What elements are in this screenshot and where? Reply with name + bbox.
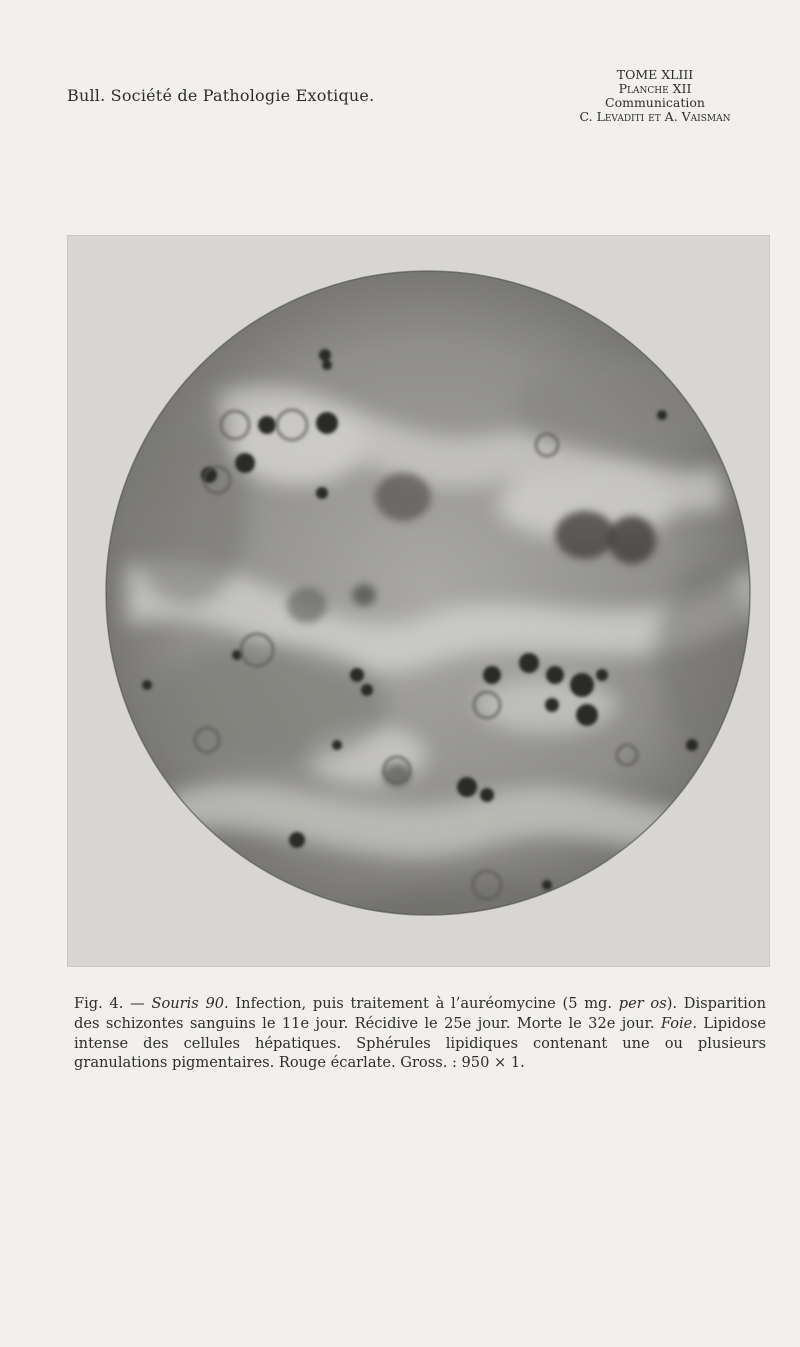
planche-label: Planche XII [618, 81, 692, 96]
figure-label: Fig. 4. [74, 995, 124, 1012]
caption-dash: — [123, 995, 152, 1012]
micrograph-plate [67, 235, 770, 967]
journal-title: Bull. Société de Pathologie Exotique. [67, 86, 375, 105]
caption-text-2: ). Disparition des schizontes sanguins le 11e jour. Récidive le 25e jour. Morte le 32e jour. [74, 995, 767, 1032]
micrograph-image [67, 235, 770, 967]
figure-caption [74, 994, 766, 1073]
caption-organ: Foie. [660, 1014, 697, 1032]
caption-text-1: Infection, puis traitement à l’auréomycine (5 mg. [228, 995, 619, 1012]
authors-label: C. Levaditi et A. Vaisman [579, 109, 731, 124]
communication-label: Communication [605, 95, 705, 110]
caption-per-os: per os [618, 995, 667, 1012]
tome-label: TOME XLIII [616, 67, 694, 82]
caption-subject: Souris 90. [151, 995, 229, 1012]
caption-text-3: Lipidose intense des cellules hépatiques. Sphérules lipidiques contenant une ou plusieurs granulations pigmentaires. Rouge écarlate. Gross. : 950 × 1. [74, 1014, 766, 1072]
plate-header [540, 68, 770, 124]
